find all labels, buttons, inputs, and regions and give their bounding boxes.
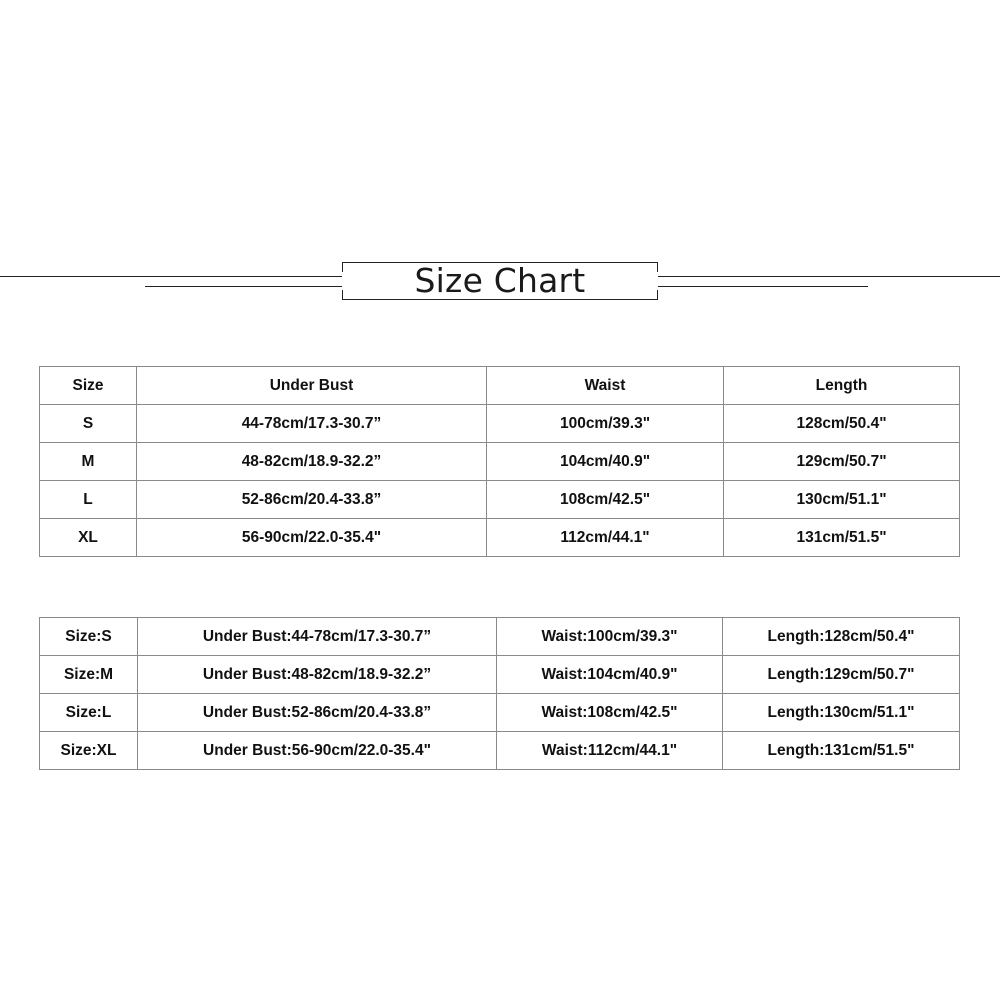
title-frame bbox=[342, 262, 658, 300]
under-bust-cell: Under Bust:44-78cm/17.3-30.7” bbox=[138, 618, 497, 656]
size-cell: S bbox=[40, 405, 137, 443]
waist-cell: Waist:104cm/40.9" bbox=[497, 656, 723, 694]
length-cell: 131cm/51.5" bbox=[724, 519, 960, 557]
waist-cell: 108cm/42.5" bbox=[487, 481, 724, 519]
page-title: Size Chart bbox=[414, 261, 586, 300]
table-row bbox=[40, 481, 960, 519]
under-bust-cell: Under Bust:52-86cm/20.4-33.8” bbox=[138, 694, 497, 732]
waist-cell: 100cm/39.3" bbox=[487, 405, 724, 443]
size-cell: Size:XL bbox=[40, 732, 138, 770]
header-rule-left-short bbox=[145, 286, 342, 287]
under-bust-cell: 48-82cm/18.9-32.2” bbox=[137, 443, 487, 481]
size-cell: M bbox=[40, 443, 137, 481]
under-bust-cell: 44-78cm/17.3-30.7” bbox=[137, 405, 487, 443]
under-bust-cell: 52-86cm/20.4-33.8” bbox=[137, 481, 487, 519]
size-table-columns bbox=[39, 366, 960, 557]
table-row bbox=[40, 618, 960, 656]
table-row bbox=[40, 405, 960, 443]
header-under-bust: Under Bust bbox=[137, 367, 487, 405]
table-header-row bbox=[40, 367, 960, 405]
length-cell: 129cm/50.7" bbox=[724, 443, 960, 481]
table-row bbox=[40, 694, 960, 732]
header-waist: Waist bbox=[487, 367, 724, 405]
length-cell: Length:131cm/51.5" bbox=[723, 732, 960, 770]
waist-cell: Waist:100cm/39.3" bbox=[497, 618, 723, 656]
header-rule-right-long bbox=[658, 276, 1000, 277]
size-cell: Size:M bbox=[40, 656, 138, 694]
table-row bbox=[40, 656, 960, 694]
waist-cell: 112cm/44.1" bbox=[487, 519, 724, 557]
length-cell: 128cm/50.4" bbox=[724, 405, 960, 443]
waist-cell: Waist:108cm/42.5" bbox=[497, 694, 723, 732]
length-cell: Length:129cm/50.7" bbox=[723, 656, 960, 694]
under-bust-cell: Under Bust:48-82cm/18.9-32.2” bbox=[138, 656, 497, 694]
waist-cell: Waist:112cm/44.1" bbox=[497, 732, 723, 770]
table-row bbox=[40, 732, 960, 770]
size-cell: XL bbox=[40, 519, 137, 557]
size-cell: Size:S bbox=[40, 618, 138, 656]
header-rule-right-short bbox=[658, 286, 868, 287]
length-cell: Length:130cm/51.1" bbox=[723, 694, 960, 732]
size-table-labeled bbox=[39, 617, 960, 770]
size-cell: L bbox=[40, 481, 137, 519]
header-rule-left-long bbox=[0, 276, 342, 277]
size-cell: Size:L bbox=[40, 694, 138, 732]
length-cell: 130cm/51.1" bbox=[724, 481, 960, 519]
table-row bbox=[40, 443, 960, 481]
header-length: Length bbox=[724, 367, 960, 405]
length-cell: Length:128cm/50.4" bbox=[723, 618, 960, 656]
under-bust-cell: 56-90cm/22.0-35.4" bbox=[137, 519, 487, 557]
under-bust-cell: Under Bust:56-90cm/22.0-35.4" bbox=[138, 732, 497, 770]
waist-cell: 104cm/40.9" bbox=[487, 443, 724, 481]
header-size: Size bbox=[40, 367, 137, 405]
table-row bbox=[40, 519, 960, 557]
